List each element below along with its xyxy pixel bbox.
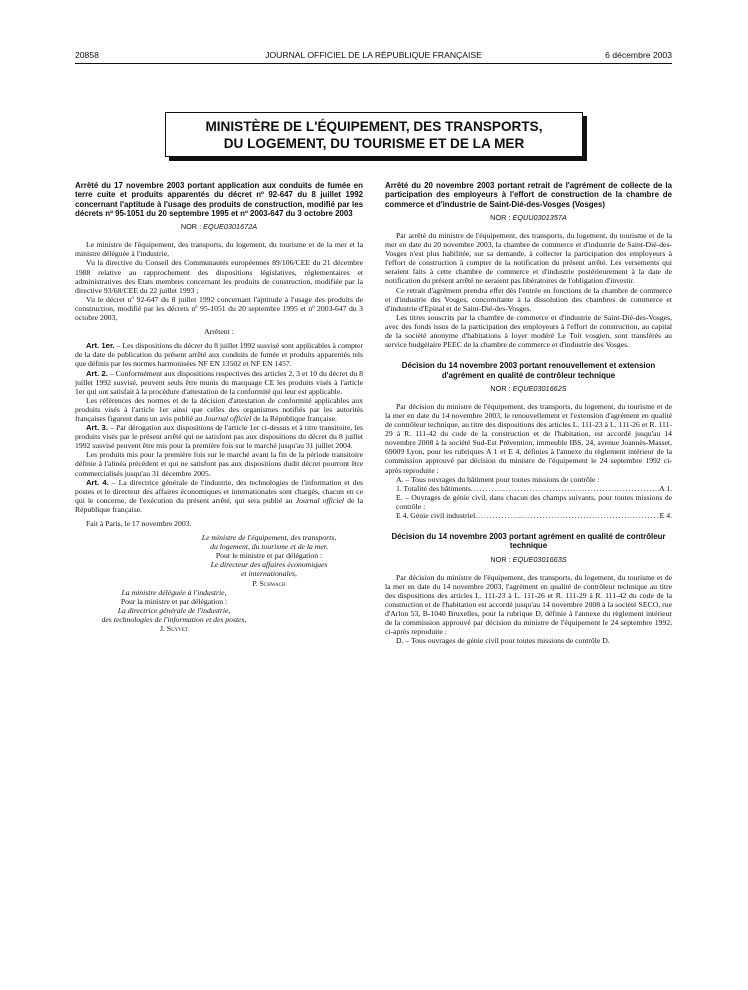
nor-line: NOR : EQUU0301357A (490, 212, 567, 222)
page-number: 20858 (75, 50, 99, 60)
nor-line: NOR : EQUE0301662S (490, 383, 567, 393)
paragraph: Par décision du ministre de l'équipement, des transports, du logement, du tourisme et de la mer en date du 14 novembre 2003, l'agrément en qualité de contrôleur technique au titre des dispositions des articles L. 111-23 à L. 111-26 et R. 111-29 à R. 111-42 du code de la construction et de l'habitation est accordé jusqu'au 14 novembre 2008 à la société SECO, rue d'Arlon 53, B-1040 Bruxelles, pour la rubrique D, définie à l'annexe du règlement intérieur de la commission approuvé par décision du ministre de l'équipement le 24 septembre 1992, ci-après reproduite : (385, 572, 672, 637)
nor-line: NOR : EQUE0301663S (490, 554, 567, 564)
rubric-heading: E. – Ouvrages de génie civil, dans chacun des champs suivants, pour toutes missions de contrôle : (396, 492, 672, 511)
paragraph: Par arrêté du ministre de l'équipement, des transports, du logement, du tourisme et de la mer en date du 20 novembre 2003, la chambre de commerce et d'industrie de Saint-Dié-des-Vosges n'est plus habilitée, sur sa demande, à collecter la participation des employeurs à l'effort de construction à compter de la notification du présent arrêté. Les versements qui seraient faits à cette chambre de commerce et d'industrie postérieurement à la date de notification du présent arrêté ne seraient pas libératoires de l'obligation d'investir. (385, 230, 672, 286)
rubric-item: 1. Totalité des bâtiments ..... A 1. (385, 484, 672, 493)
arrete-title: Arrêté du 17 novembre 2003 portant application aux conduits de fumée en terre cuite et produits apparentés du décret nº 92-647 du 8 juillet 1992 concernant l'aptitude à l'usage des produits de construction, modifié par les décrets nº 95-1051 du 20 septembre 1995 et nº 2003-647 du 3 octobre 2003 (75, 181, 363, 218)
left-column (75, 181, 363, 633)
article-4: Art. 4. – La directrice générale de l'industrie, des technologies de l'information et des postes et le directeur des affaires économiques et internationales sont chargés, chacun en ce qui le concerne, de l'exécution du présent arrêté, qui sera publié au Journal officiel de la République française. (75, 477, 364, 514)
header-rule (75, 63, 672, 64)
article-2: Art. 2. – Conformément aux dispositions respectives des articles 2, 3 et 10 du décret du 8 juillet 1992 susvisé, peuvent seuls être munis du marquage CE les produits visés à l'article 1er qui ont satisfait à la procédure d'attestation de la conformité qui leur est applicable. (75, 368, 364, 396)
fait-line: Fait à Paris, le 17 novembre 2003. (86, 519, 192, 528)
paragraph: Ce retrait d'agrément prendra effet dès l'entrée en fonctions de la chambre de commerce et d'industrie des Vosges, concomitante à la dissolution des chambres de commerce et d'industrie d'Epinal et de Saint-Dié-des-Vosges. (385, 285, 672, 313)
paragraph: Par décision du ministre de l'équipement, des transports, du logement, du tourisme et de la mer en date du 14 novembre 2003, le renouvellement et l'extension d'agrément en qualité de contrôleur technique, au titre des dispositions des articles L. 111-23 à L. 111-26 et R. 111-29 à R. 111-42 du code de la construction et de l'habitation, est accordé jusqu'au 14 novembre 2008 à la société Sud-Est Prévention, immeuble IBS, 24, avenue Joannès-Masset, 69009 Lyon, pour les rubriques A 1 et E 4, définies à l'annexe du règlement intérieur de la commission approuvé par décision du ministre de l'équipement le 24 septembre 1992 ci-après reproduite : (385, 401, 672, 475)
right-column (385, 181, 672, 646)
issue-date: 6 décembre 2003 (605, 50, 672, 60)
banner-line-2: DU LOGEMENT, DU TOURISME ET DE LA MER (223, 136, 525, 151)
rubric-list (385, 475, 672, 520)
decision-title: Décision du 14 novembre 2003 portant renouvellement et extension d'agrément en qualité de contrôleur technique (401, 361, 656, 380)
signatory-name: P. Schwach (252, 578, 286, 588)
article-3-paragraph: Les produits mis pour la première fois sur le marché avant la fin de la période transitoire définie à l'alinéa précédent et qui ne satisfont pas aux dispositions dudit décret pourront être commercialisés jusqu'au 31 décembre 2005. (75, 450, 363, 478)
decision-title: Décision du 14 novembre 2003 portant agrément en qualité de contrôleur technique (391, 532, 666, 551)
rubric-heading: A. – Tous ouvrages du bâtiment pour toutes missions de contrôle : (396, 474, 600, 484)
nor-code: EQUE0301662S (512, 383, 567, 393)
nor-code: EQUE0301672A (203, 222, 258, 232)
paragraph: Le ministre de l'équipement, des transports, du logement, du tourisme et de la mer et la ministre déléguée à l'industrie, (75, 240, 363, 259)
journal-title: JOURNAL OFFICIEL DE LA RÉPUBLIQUE FRANÇAISE (265, 50, 482, 60)
arretent-heading: Arrêtent : (204, 327, 234, 337)
article-2-paragraph: Les références des normes et de la décision d'attestation de conformité applicables aux produits visés à l'article 1er ainsi que celles des organismes notifiés par les autorités françaises figurent dans un avis publié au Journal officiel de la République française. (75, 395, 363, 423)
article-1: Art. 1er. – Les dispositions du décret du 8 juillet 1992 susvisé sont applicables à compter de la date de publication du présent arrêté aux conduits de fumée et produits apparentés tels que définis par les normes harmonisées NF EN 13502 et NF EN 1457. (75, 341, 363, 369)
running-header (75, 50, 672, 64)
paragraph: Les titres souscrits par la chambre de commerce et d'industrie de Saint-Dié-des-Vosges, avec des fonds issus de la participation des employeurs à l'effort de construction, au capital de la société anonyme d'habitations à loyer modéré Le Toit vosgien, sont transférés au service budgétaire PEEC de la chambre de commerce et d'industrie des Vosges. (385, 312, 672, 350)
paragraph: Vu la directive du Conseil des Communautés européennes 89/106/CEE du 21 décembre 1988 relative au rapprochement des dispositions législatives, réglementaires et administratives des Etats membres concernant les produits de construction, modifiée par la directive 93/68/CEE du 22 juillet 1993 ; (75, 258, 363, 295)
signature-block-2: La ministre déléguée à l'industrie, Pour la ministre et par délégation : La directrice générale de l'industrie, des technologies de l'information et des postes, J. Suyvet (75, 588, 273, 633)
ministry-banner (165, 112, 583, 157)
article-3: Art. 3. – Par dérogation aux dispositions de l'article 1er ci-dessus et à titre transitoire, les produits visés par le présent arrêté qui ne satisfont pas aux dispositions du décret du 8 juillet 1992 susvisé peuvent être mis pour la première fois sur le marché jusqu'au 31 juillet 2004. (75, 423, 364, 451)
signatory-name: J. Suyvet (159, 624, 189, 634)
banner-line-1: MINISTÈRE DE L'ÉQUIPEMENT, DES TRANSPORTS, (205, 119, 543, 134)
paragraph: D. – Tous ouvrages de génie civil pour toutes missions de contrôle D. (396, 636, 610, 646)
paragraph: Vu le décret nº 92-647 du 8 juillet 1992 concernant l'aptitude à l'usage des produits de construction, modifié par les décrets nº 95-1051 du 20 septembre 1995 et nº 2003-647 du 3 octobre 2003, (75, 294, 363, 323)
nor-line: NOR : EQUE0301672A (180, 222, 258, 232)
arrete-title: Arrêté du 20 novembre 2003 portant retrait de l'agrément de collecte de la participation des employeurs à l'effort de construction de la chambre de commerce et d'industrie de Saint-Dié-des-Vosges (Vosges) (385, 181, 672, 209)
rubric-item: E 4. Génie civil industriel ..... E 4. (385, 511, 672, 520)
nor-code: EQUU0301357A (512, 212, 567, 222)
signature-block-1: Le ministre de l'équipement, des transports, du logement, du tourisme et de la mer, Pour le ministre et par délégation : Le directeur des affaires économiques et internationales, P. Schwach (175, 533, 363, 588)
nor-code: EQUE0301663S (512, 554, 567, 564)
